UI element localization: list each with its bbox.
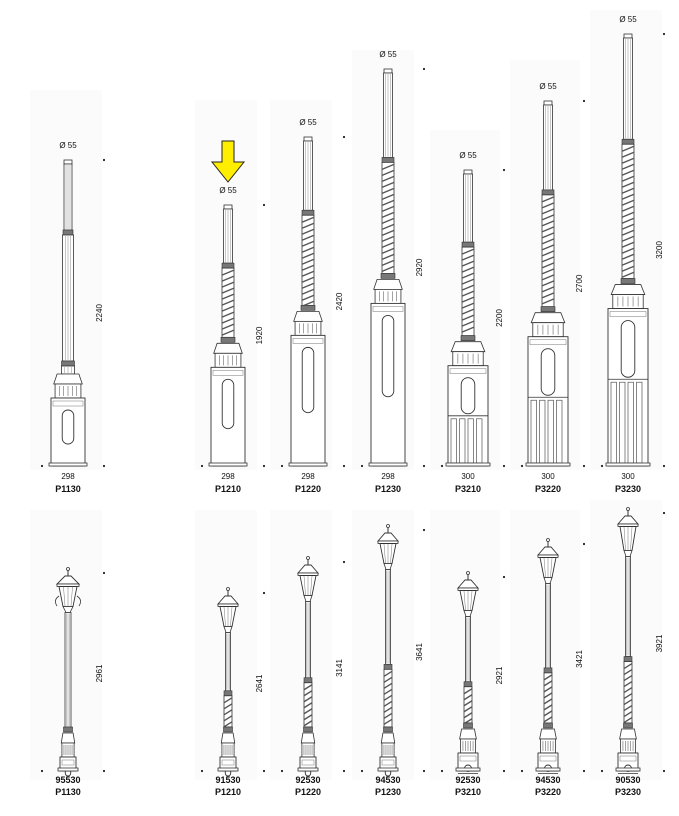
dimension-dot — [263, 592, 265, 594]
dimension-dot — [103, 572, 105, 574]
lamp-pole-code: P1210 — [214, 787, 242, 797]
base-width-label: 298 — [61, 472, 75, 481]
dimension-dot — [201, 465, 203, 467]
base-width-label: 300 — [461, 472, 475, 481]
base-width-label: 298 — [221, 472, 235, 481]
dimension-dot — [201, 770, 203, 772]
dimension-dot — [583, 465, 585, 467]
dimension-dot — [521, 770, 523, 772]
dimension-dot — [343, 561, 345, 563]
height-label: 2921 — [495, 666, 504, 685]
dimension-dot — [663, 465, 665, 467]
dimension-dot — [343, 136, 345, 138]
dimension-dot — [41, 465, 43, 467]
lamp-pole-code: P1220 — [294, 787, 322, 797]
dimension-dot — [601, 465, 603, 467]
dimension-dot — [343, 465, 345, 467]
base-width-label: 298 — [301, 472, 315, 481]
dimension-dot — [281, 770, 283, 772]
height-label: 2920 — [415, 258, 424, 277]
dimension-dot — [423, 770, 425, 772]
lamp-code: 94530 — [535, 775, 561, 785]
base-width-label: 300 — [621, 472, 635, 481]
diameter-label: Ø 55 — [619, 15, 637, 24]
pole-code: P1220 — [294, 484, 322, 494]
pole-code: P3210 — [454, 484, 482, 494]
lamp-code: 92530 — [295, 775, 321, 785]
dimension-dot — [103, 770, 105, 772]
height-label: 3421 — [575, 650, 584, 668]
dimension-dot — [503, 576, 505, 578]
dimension-dot — [423, 529, 425, 531]
height-label: 2240 — [95, 304, 104, 322]
diameter-label: Ø 55 — [379, 50, 397, 59]
lamp-pole-code: P3220 — [534, 787, 562, 797]
diameter-label: Ø 55 — [219, 186, 237, 195]
lamp-code: 90530 — [615, 775, 641, 785]
dimension-dot — [503, 169, 505, 171]
lamp-pole-code: P1130 — [55, 787, 81, 797]
base-width-label: 298 — [381, 472, 395, 481]
dimension-dot — [503, 465, 505, 467]
diameter-label: Ø 55 — [459, 151, 477, 160]
dimension-dot — [423, 68, 425, 70]
pole-code: P3220 — [534, 484, 562, 494]
dimension-dot — [263, 204, 265, 206]
height-label: 3141 — [335, 659, 344, 677]
pole-code: P3230 — [614, 484, 642, 494]
diameter-label: Ø 55 — [539, 82, 557, 91]
dimension-dot — [583, 100, 585, 102]
lamp-pole-code: P3230 — [614, 787, 642, 797]
dimension-dot — [281, 465, 283, 467]
height-label: 3641 — [415, 643, 424, 661]
lamp-code: 94530 — [375, 775, 401, 785]
pole-code: P1210 — [214, 484, 242, 494]
dimension-dot — [583, 770, 585, 772]
height-label: 1920 — [255, 326, 264, 345]
height-label: 3200 — [655, 241, 664, 259]
dimension-dot — [441, 770, 443, 772]
dimension-dot — [503, 770, 505, 772]
height-label: 2641 — [255, 674, 264, 693]
base-width-label: 300 — [541, 472, 555, 481]
diameter-label: Ø 55 — [59, 141, 77, 150]
dimension-dot — [263, 770, 265, 772]
dimension-dot — [521, 465, 523, 467]
background-panel — [270, 510, 332, 780]
pole-code: P1130 — [55, 484, 81, 494]
lamp-pole-code: P3210 — [454, 787, 482, 797]
dimension-dot — [41, 770, 43, 772]
height-label: 2700 — [575, 274, 584, 293]
dimension-dot — [663, 33, 665, 35]
diameter-label: Ø 55 — [299, 118, 317, 127]
dimension-dot — [663, 512, 665, 514]
dimension-dot — [423, 465, 425, 467]
lamp-code: 95530 — [55, 775, 81, 785]
height-label: 2200 — [495, 309, 504, 327]
lamp-code: 92530 — [455, 775, 481, 785]
dimension-dot — [343, 770, 345, 772]
height-label: 2961 — [95, 664, 104, 683]
dimension-dot — [103, 465, 105, 467]
dimension-dot — [361, 770, 363, 772]
dimension-dot — [663, 770, 665, 772]
dimension-dot — [103, 159, 105, 161]
pole-code: P1230 — [374, 484, 402, 494]
dimension-dot — [601, 770, 603, 772]
dimension-dot — [583, 543, 585, 545]
lamp-pole-code: P1230 — [374, 787, 402, 797]
lamp-code: 91530 — [215, 775, 241, 785]
height-label: 2420 — [335, 292, 344, 311]
dimension-dot — [361, 465, 363, 467]
height-label: 3921 — [655, 634, 664, 653]
dimension-dot — [441, 465, 443, 467]
dimension-dot — [263, 465, 265, 467]
